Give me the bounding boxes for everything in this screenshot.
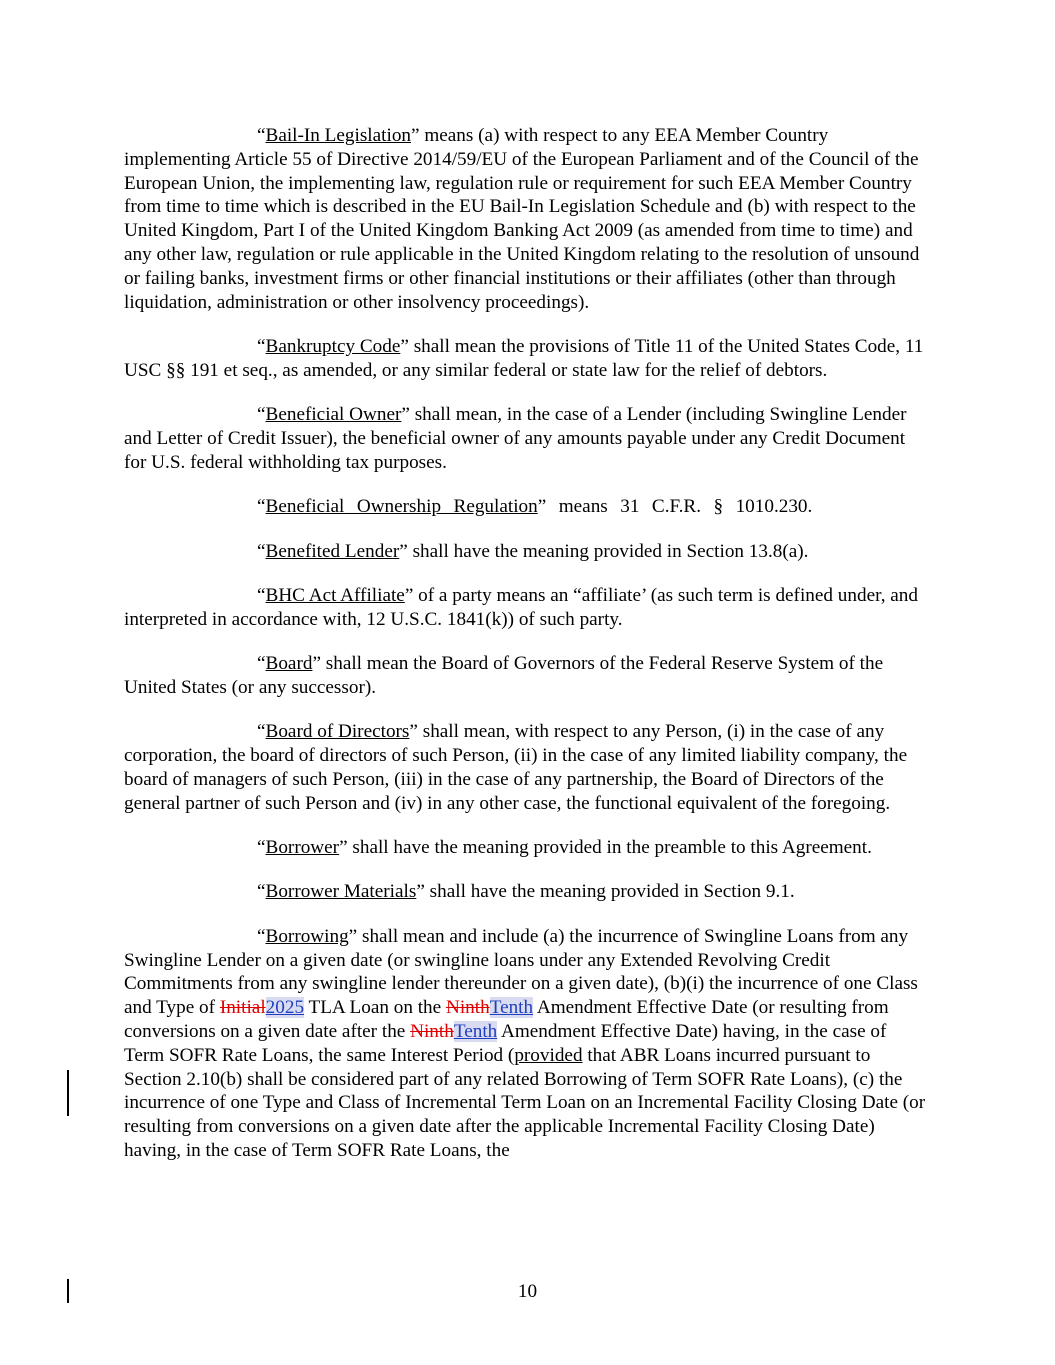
quote-open: “	[257, 584, 266, 606]
page-number: 10	[517, 1281, 538, 1302]
definition-text: means 31 C.F.R. § 1010.230.	[546, 496, 813, 518]
definition-benefited-lender	[124, 540, 926, 564]
defined-term: Beneficial Owner	[265, 404, 402, 426]
definition-borrower	[124, 836, 926, 860]
definition-text: shall have the meaning provided in Section 9.1.	[424, 881, 795, 903]
tracked-deletion: Ninth	[410, 1021, 454, 1043]
defined-term: BHC Act Affiliate	[265, 584, 405, 606]
defined-term: Borrowing	[265, 925, 349, 947]
definition-beneficial-ownership-regulation	[124, 495, 926, 519]
quote-close: ”	[537, 496, 547, 518]
tracked-insertion: Tenth	[453, 1021, 498, 1043]
quote-open: “	[257, 540, 266, 562]
tracked-deletion: Ninth	[445, 997, 490, 1019]
quote-open: “	[257, 496, 266, 518]
defined-term: Bankruptcy Code	[265, 335, 401, 357]
quote-open: “	[257, 653, 266, 675]
definition-bankruptcy-code	[124, 335, 926, 383]
definition-text: shall mean the provisions of Title 11 of the United States Code, 11 USC §§ 191 et seq., as amended, or any similar federal or state law for the relief of debtors.	[124, 335, 924, 381]
defined-term: Borrower Materials	[265, 881, 417, 903]
quote-close: ”	[399, 540, 408, 562]
provided-term: provided	[514, 1044, 583, 1066]
definition-text: shall have the meaning provided in the preamble to this Agreement.	[347, 837, 872, 859]
defined-term: Board	[265, 653, 313, 675]
quote-close: ”	[404, 584, 414, 606]
quote-open: “	[257, 881, 266, 903]
defined-term: Board of Directors	[265, 721, 410, 743]
definition-bail-in-legislation	[124, 124, 926, 314]
quote-open: “	[257, 837, 266, 859]
definition-text: shall mean, in the case of a Lender (including Swingline Lender and Letter of Credit Issuer), the beneficial owner of any amounts payable under any Credit Document for U.S. federal withholding tax purposes.	[124, 404, 907, 473]
tracked-insertion: Tenth	[489, 997, 534, 1019]
defined-term: Benefited Lender	[265, 540, 400, 562]
document-page	[124, 124, 926, 1183]
definition-borrower-materials	[124, 880, 926, 904]
quote-open: “	[257, 925, 266, 947]
quote-open: “	[257, 404, 266, 426]
quote-close: ”	[348, 925, 358, 947]
tracked-insertion: 2025	[265, 997, 305, 1019]
definition-borrowing	[124, 925, 926, 1163]
definition-beneficial-owner	[124, 403, 926, 474]
definition-text: Amendment Effective Date) having, in the case of Term SOFR Rate Loans, the same Interest Period (	[124, 1021, 887, 1066]
quote-close: ”	[409, 721, 418, 743]
definition-text: shall mean and include (a) the incurrence of Swingline Loans from any Swingline Lender on a given date (or swingline loans under any Extended Revolving Credit Commitments from any swingline lender thereunder on a given date), (b)(i) the incurrence of one Class and Type of	[124, 925, 918, 1019]
quote-close: ”	[339, 837, 348, 859]
defined-term: Bail-In Legislation	[265, 125, 412, 146]
quote-close: ”	[411, 125, 420, 146]
quote-close: ”	[312, 653, 321, 675]
definition-text: Amendment Effective Date (or resulting from conversions on a given date after the	[124, 997, 889, 1043]
definition-text: TLA Loan on the	[304, 997, 446, 1019]
quote-close: ”	[401, 404, 410, 426]
quote-open: “	[257, 125, 266, 146]
definition-board-of-directors	[124, 720, 926, 815]
definition-text: shall have the meaning provided in Section 13.8(a).	[407, 540, 809, 562]
definition-board	[124, 652, 926, 700]
change-bar	[67, 1070, 69, 1116]
quote-close: ”	[416, 881, 425, 903]
definition-text: means (a) with respect to any EEA Member Country implementing Article 55 of Directive 2014/59/EU of the European Parliament and of the Council of the European Union, the implementing law, regulation rule or requirement for such EEA Member Country from time to time which is described in the EU Bail-In Legislation Schedule and (b) with respect to the United Kingdom, Part I of the United Kingdom Banking Act 2009 (as amended from time to time) and any other law, regulation or rule applicable in the United Kingdom relating to the resolution of unsound or failing banks, investment firms or other financial institutions or their affiliates (other than through liquidation, administration or other insolvency proceedings).	[124, 125, 920, 313]
definition-text: shall mean, with respect to any Person, (i) in the case of any corporation, the board of directors of such Person, (ii) in the case of any limited liability company, the board of managers of such Person, (iii) in the case of any partnership, the Board of Directors of the general partner of such Person and (iv) in any other case, the functional equivalent of the foregoing.	[124, 721, 908, 814]
quote-open: “	[257, 721, 266, 743]
defined-term: Beneficial Ownership Regulation	[265, 496, 538, 518]
definition-text: of a party means an “affiliate’ (as such term is defined under, and interpreted in accordance with, 12 U.S.C. 1841(k)) of such party.	[124, 584, 918, 630]
definition-bhc-act-affiliate	[124, 584, 926, 632]
definition-text: shall mean the Board of Governors of the Federal Reserve System of the United States (or any successor).	[124, 653, 884, 698]
defined-term: Borrower	[265, 837, 340, 859]
quote-open: “	[257, 335, 266, 357]
definition-text: that ABR Loans incurred pursuant to Section 2.10(b) shall be considered part of any related Borrowing of Term SOFR Rate Loans), (c) the incurrence of one Type and Class of Incremental Term Loan on an Incremental Facility Closing Date (or resulting from conversions on a given date after the applicable Incremental Facility Closing Date) having, in the case of Term SOFR Rate Loans, the	[124, 1044, 926, 1162]
tracked-deletion: Initial	[219, 997, 266, 1019]
quote-close: ”	[400, 335, 409, 357]
